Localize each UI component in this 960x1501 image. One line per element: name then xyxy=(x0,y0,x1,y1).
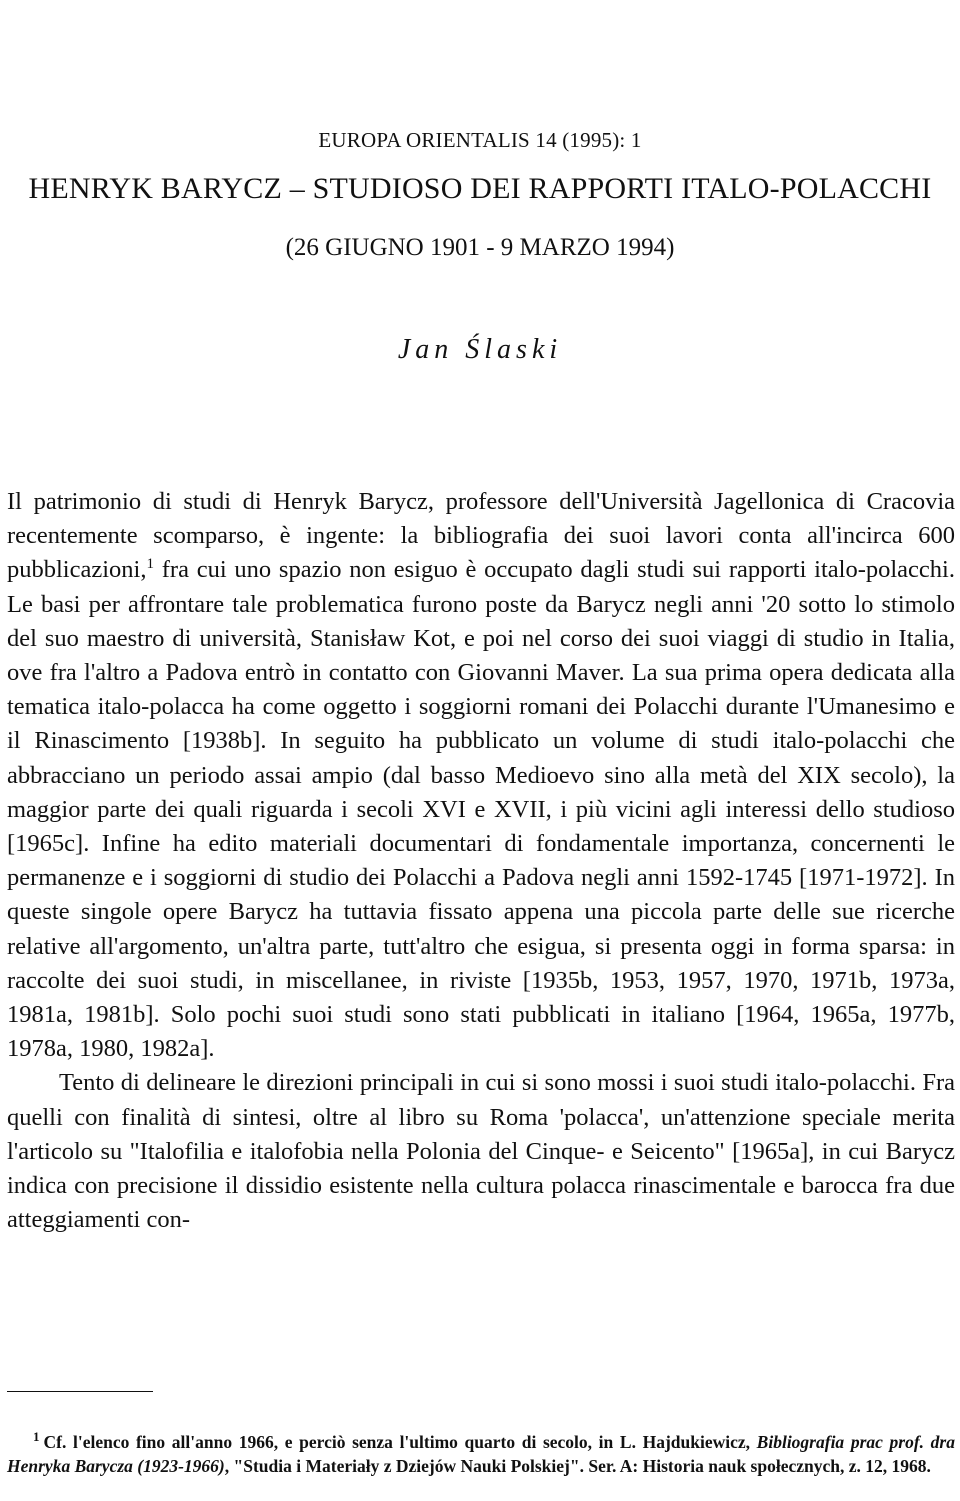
article-title: HENRYK BARYCZ – STUDIOSO DEI RAPPORTI ITALO-POLACCHI xyxy=(28,172,932,205)
paragraph-1-part2: fra cui uno spazio non esiguo è occupato dagli studi sui rapporti italo-polacchi. Le basi per affrontare tale problematica furono poste da Barycz negli anni '20 sotto lo stimolo del suo maestro di università, Stanisław Kot, e poi nel corso dei suoi viaggi di studio in Italia, ove fra l'altro a Padova entrò in contatto con Giovanni Maver. La sua prima opera dedicata alla tematica italo-polacca ha come oggetto i soggiorni romani dei Polacchi durante l'Umanesimo e il Rinascimento [1938b]. In seguito ha pubblicato un volume di studi italo-polacchi che abbracciano un periodo assai ampio (dal basso Medioevo sino alla metà del XIX secolo), la maggior parte dei quali riguarda i secoli XVI e XVII, i più vicini agli interessi dello studioso [1965c]. Infine ha edito materiali documentari di fondamentale importanza, concernenti le permanenze e i soggiorni di studio dei Polacchi a Padova negli anni 1592-1745 [1971-1972]. In queste singole opere Barycz ha tuttavia fissato appena una piccola parte delle sue ricerche relative all'argomento, un'altra parte, tutt'altro che esigua, si presenta oggi in forma sparsa: in raccolte dei suoi studi, in miscellanee, in riviste [1935b, 1953, 1957, 1970, 1971b, 1973a, 1981a, 1981b]. Solo pochi suoi studi sono stati pubblicati in italiano [1964, 1965a, 1977b, 1978a, 1980, 1982a]. xyxy=(7,556,955,1063)
footnote-reference: 1 xyxy=(146,556,154,573)
paragraph-1 xyxy=(7,485,955,1066)
footnote-text-part1: Cf. l'elenco fino all'anno 1966, e perciò senza l'ultimo quarto di secolo, in L. Hajdukiewicz, xyxy=(43,1432,757,1452)
article-body xyxy=(7,485,955,1237)
footnote-separator xyxy=(7,1391,153,1392)
journal-header: EUROPA ORIENTALIS 14 (1995): 1 xyxy=(318,128,642,152)
paragraph-2: Tento di delineare le direzioni principali in cui si sono mossi i suoi studi italo-polacchi. Fra quelli con finalità di sintesi, oltre al libro su Roma 'polacca', un'attenzione speciale merita l'articolo su "Italofilia e italofobia nella Polonia del Cinque- e Seicento" [1965a], in cui Barycz indica con precisione il dissidio esistente nella cultura polacca rinascimentale e barocca fra due atteggiamenti con- xyxy=(7,1069,955,1234)
footnote-text-part2: , "Studia i Materiały z Dziejów Nauki Polskiej". Ser. A: Historia nauk społecznych, z. 12, 1968. xyxy=(224,1456,931,1476)
article-author: Jan Ślaski xyxy=(397,334,563,365)
footnote-mark: 1 xyxy=(33,1429,40,1445)
footnote xyxy=(7,1430,955,1478)
paragraph-1-part1: Il patrimonio di studi di Henryk Barycz, professore dell'Università Jagellonica di Cracovia recentemente scomparso, è ingente: la bibliografia dei suoi lavori conta all'incirca 600 pubblicazioni, xyxy=(7,488,955,584)
article-dates: (26 GIUGNO 1901 - 9 MARZO 1994) xyxy=(285,234,675,261)
footnote-title-italic: Bibliografia prac prof. dra Henryka Barycza (1923-1966) xyxy=(7,1432,955,1476)
